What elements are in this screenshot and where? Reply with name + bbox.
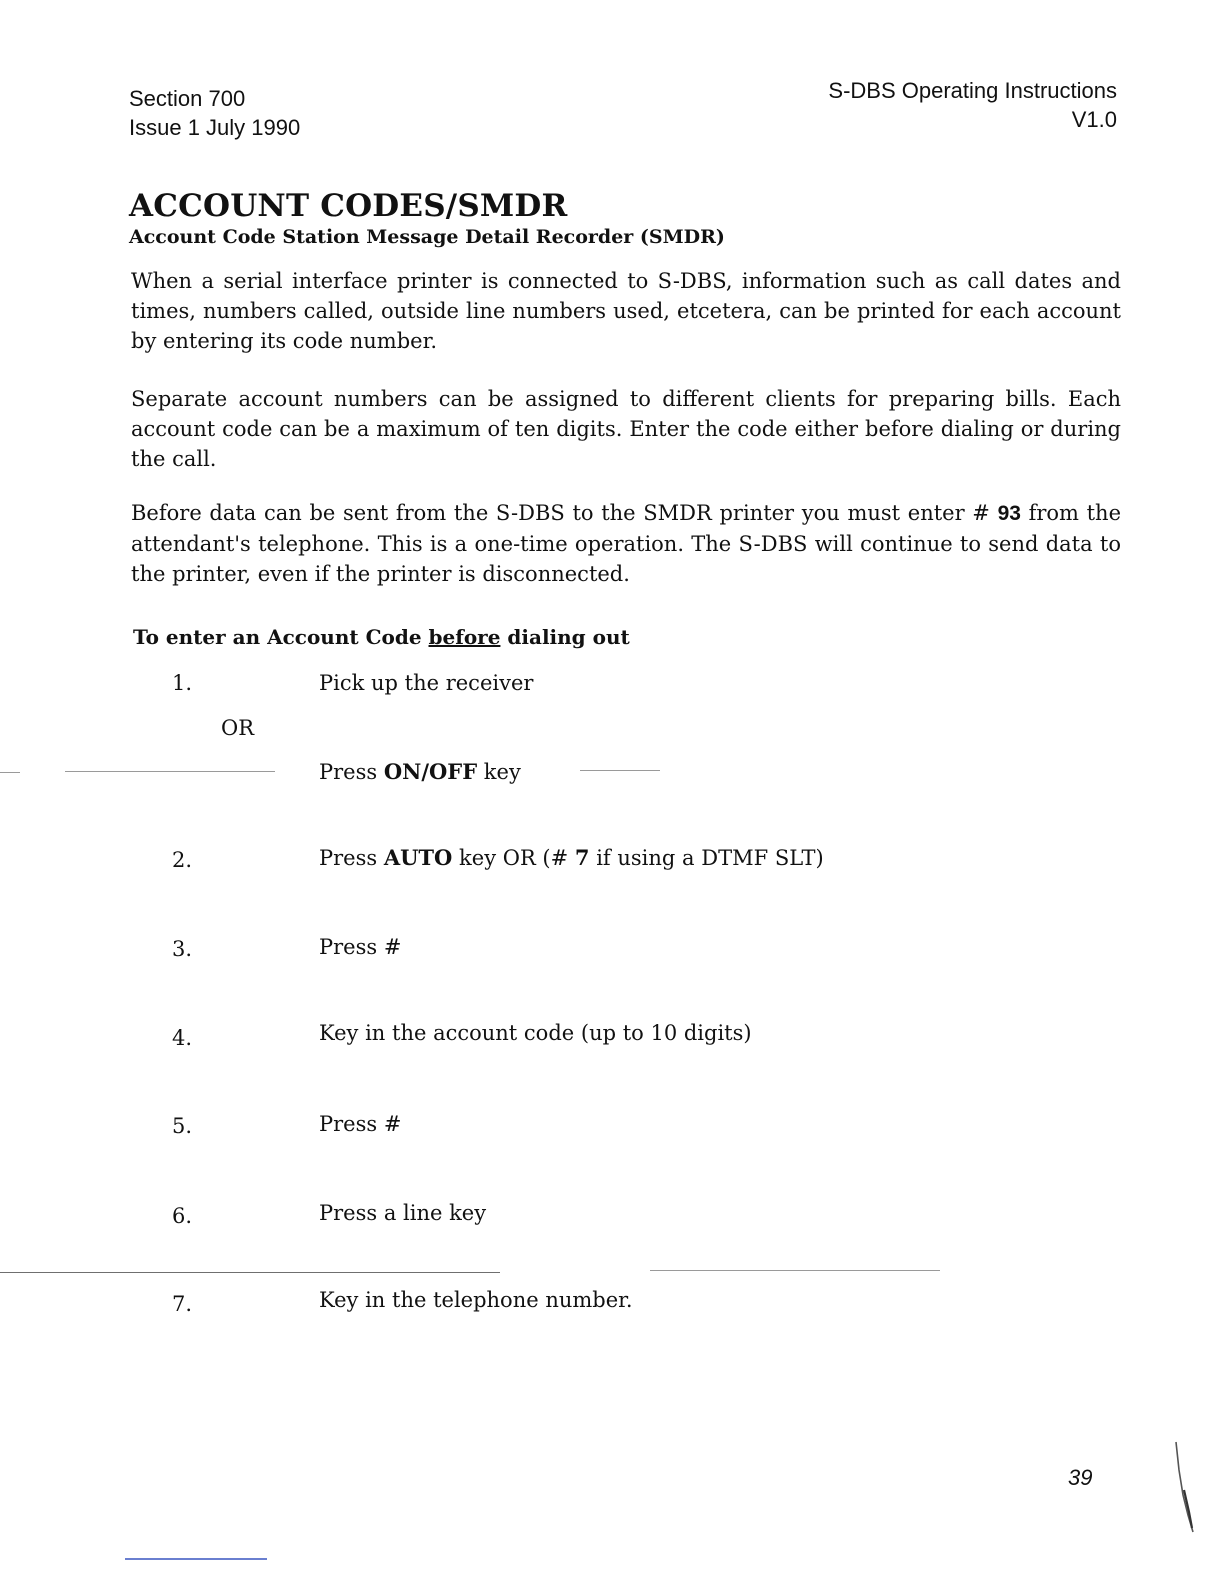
procedure-heading-emphasis: before: [428, 625, 501, 649]
setup-code: 93: [997, 502, 1021, 525]
page-subtitle: Account Code Station Message Detail Recorder (SMDR): [129, 226, 725, 248]
step-2-text: [319, 845, 824, 870]
paragraph-account-numbers: Separate account numbers can be assigned to different clients for preparing bills. Each account code can be a maximum of ten digits. Enter the code either before dialing or during the call.: [131, 387, 1121, 471]
page-number: 39: [1068, 1465, 1093, 1490]
version-label: V1.0: [1071, 107, 1117, 132]
scan-margin-mark: [1170, 1440, 1200, 1535]
procedure-heading-pre: To enter an Account Code: [133, 625, 429, 649]
step-2-number: 2.: [172, 848, 193, 872]
step-7-number: 7.: [172, 1292, 193, 1316]
paragraph-intro: When a serial interface printer is connected to S-DBS, information such as call dates and times, numbers called, outside line numbers used, etcetera, can be printed for each account by entering its code number.: [131, 269, 1121, 353]
section-label: Section 700: [129, 86, 246, 111]
scan-mark: [0, 772, 20, 773]
step-4-number: 4.: [172, 1026, 193, 1050]
step-2-post: if using a DTMF SLT): [589, 846, 824, 870]
header-left: [129, 84, 300, 142]
step-3-number: 3.: [172, 937, 193, 961]
paragraph-data-setup-text-2: from the attendant's telephone. This is a one-time operation. The S-DBS will continue to send data to the printer, even if the printer is disconnected.: [131, 501, 1122, 586]
paragraph-data-setup: [131, 498, 1121, 589]
step-7-text: Key in the telephone number.: [319, 1288, 633, 1312]
step-5-number: 5.: [172, 1114, 193, 1138]
page-title: ACCOUNT CODES/SMDR: [129, 188, 568, 224]
step-1-text: Pick up the receiver: [319, 671, 534, 695]
auto-key-label: AUTO: [383, 845, 453, 870]
step-4-text: Key in the account code (up to 10 digits): [319, 1021, 752, 1045]
step-6-number: 6.: [172, 1204, 193, 1228]
scan-mark: [580, 770, 660, 771]
footer-rule: [125, 1558, 267, 1560]
header-right: [828, 76, 1117, 134]
on-off-key-label: ON/OFF: [383, 759, 478, 784]
step-1-alt-text: [319, 759, 521, 784]
scan-mark: [0, 1272, 500, 1273]
step-3-text: Press #: [319, 935, 402, 959]
step-2-mid: key OR (#: [452, 846, 575, 870]
step-1-number: 1.: [172, 671, 193, 695]
paragraph-data-setup-text-1: Before data can be sent from the S-DBS to the SMDR printer you must enter #: [131, 501, 998, 525]
dtmf-code: 7: [574, 845, 590, 870]
step-2-pre: Press: [319, 846, 384, 870]
step-5-text: Press #: [319, 1112, 402, 1136]
step-1-alt-pre: Press: [319, 760, 384, 784]
scan-mark: [650, 1270, 940, 1271]
scan-mark: [65, 771, 275, 772]
procedure-heading: [133, 625, 630, 649]
document-title: S-DBS Operating Instructions: [828, 78, 1117, 103]
procedure-heading-post: dialing out: [500, 625, 630, 649]
or-label: OR: [221, 716, 255, 740]
issue-date: Issue 1 July 1990: [129, 115, 301, 140]
step-6-text: Press a line key: [319, 1201, 487, 1225]
step-1-alt-post: key: [477, 760, 521, 784]
